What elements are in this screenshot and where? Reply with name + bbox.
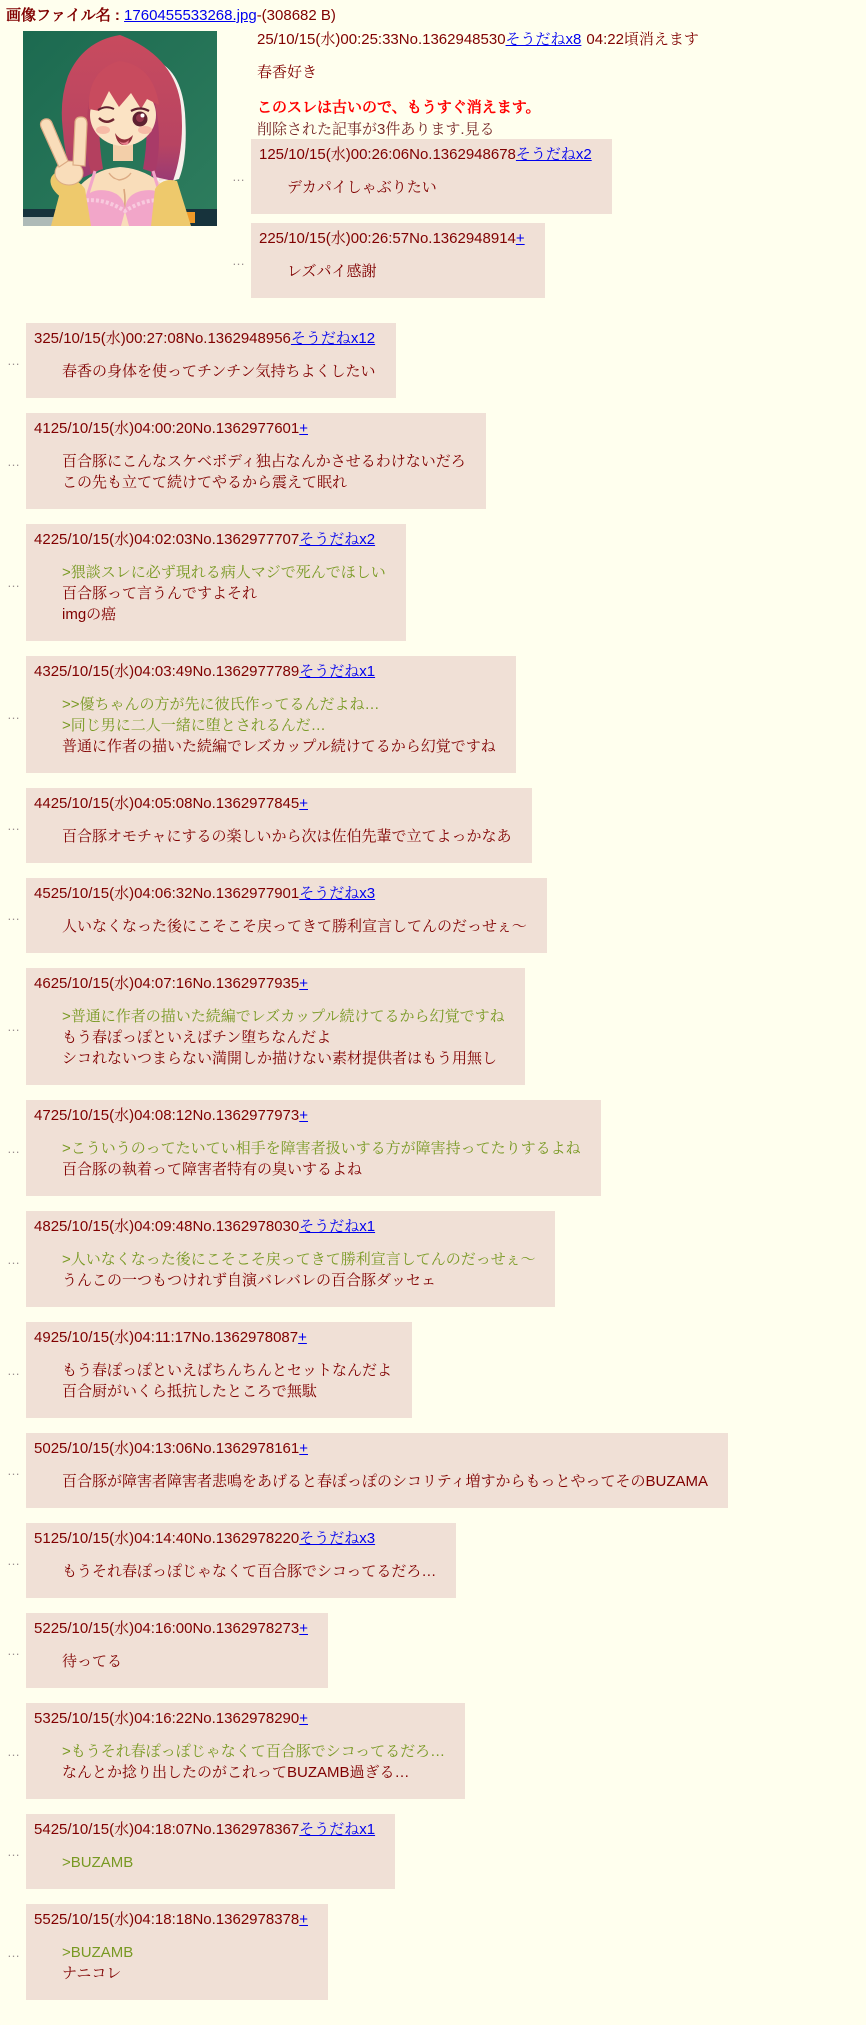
op-expire-time: 04:22頃消えます xyxy=(586,31,699,48)
reply-body xyxy=(62,1942,308,1984)
reply-number: 45 xyxy=(34,885,51,902)
reply-body xyxy=(62,1006,505,1069)
reply-box xyxy=(26,524,406,641)
reply-body xyxy=(287,261,525,282)
reply-no: No.1362977973 xyxy=(192,1107,300,1124)
reply-line: 普通に作者の描いた続編でレズカップル続けてるから幻覚ですね xyxy=(62,738,496,755)
reply-box xyxy=(26,878,547,953)
reply-body xyxy=(62,916,527,937)
reply-date: 25/10/15(水)00:26:06 xyxy=(267,146,410,163)
reply-post xyxy=(232,139,860,214)
reply-body xyxy=(62,1249,535,1291)
reply-number: 50 xyxy=(34,1440,51,1457)
reply-line: もう春ぽっぽといえばちんちんとセットなんだよ xyxy=(62,1362,393,1379)
post-menu-dots[interactable]: … xyxy=(7,453,21,469)
op-date: 25/10/15(水)00:25:33 xyxy=(257,31,399,48)
reply-line: 待ってる xyxy=(62,1653,123,1670)
reply-list xyxy=(7,323,860,2000)
reply-no: No.1362977901 xyxy=(192,885,300,902)
file-name-link[interactable]: 1760455533268.jpg xyxy=(124,7,257,24)
reply-no: No.1362948914 xyxy=(409,230,516,247)
reply-date: 25/10/15(水)04:14:40 xyxy=(50,1530,193,1547)
thread-image[interactable] xyxy=(23,31,217,226)
reply-body xyxy=(62,1852,375,1873)
reply-line: 百合豚にこんなスケベボディ独占なんかさせるわけないだろ xyxy=(62,453,466,470)
reply-line: なんとか捻り出したのがこれってBUZAMB過ぎる… xyxy=(62,1764,410,1781)
file-size: -(308682 B) xyxy=(256,7,336,24)
reply-number: 47 xyxy=(34,1107,51,1124)
reply-post xyxy=(7,656,860,773)
reply-body xyxy=(62,826,512,847)
sodane-link[interactable]: + xyxy=(299,1440,308,1457)
reply-post xyxy=(7,413,860,509)
sodane-link[interactable]: + xyxy=(515,230,525,247)
reply-no: No.1362978030 xyxy=(192,1218,300,1235)
sodane-link[interactable]: + xyxy=(298,1329,307,1346)
op-header xyxy=(232,29,860,50)
reply-box xyxy=(26,656,516,773)
reply-line: >普通に作者の描いた続編でレズカップル続けてるから幻覚ですね xyxy=(62,1008,505,1025)
reply-line: >>優ちゃんの方が先に彼氏作ってるんだよね… xyxy=(62,696,380,713)
post-menu-dots[interactable]: … xyxy=(7,1463,21,1478)
reply-number: 46 xyxy=(34,975,51,992)
reply-line: 百合厨がいくら抵抗したところで無駄 xyxy=(62,1383,317,1400)
reply-no: No.1362978273 xyxy=(192,1620,300,1637)
reply-number: 55 xyxy=(34,1911,51,1928)
reply-number: 41 xyxy=(34,420,51,437)
reply-no: No.1362978378 xyxy=(192,1911,300,1928)
deleted-posts-notice xyxy=(232,120,860,139)
reply-date: 25/10/15(水)04:08:12 xyxy=(50,1107,193,1124)
reply-line: もう春ぽっぽといえばチン堕ちなんだよ xyxy=(62,1029,332,1046)
reply-body xyxy=(62,1138,581,1180)
reply-no: No.1362948678 xyxy=(409,146,516,163)
reply-date: 25/10/15(水)04:11:17 xyxy=(50,1329,192,1346)
reply-line: シコれないつまらない満開しか描けない素材提供者はもう用無し xyxy=(62,1050,498,1067)
reply-post xyxy=(7,1100,860,1196)
reply-line: 百合豚の執着って障害者特有の臭いするよね xyxy=(62,1161,363,1178)
reply-line: imgの癌 xyxy=(62,606,117,623)
reply-date: 25/10/15(水)04:13:06 xyxy=(50,1440,193,1457)
reply-line: うんこの一つもつけれず自演バレバレの百合豚ダッセェ xyxy=(62,1272,436,1289)
sodane-link[interactable]: + xyxy=(299,1710,308,1727)
reply-line: >同じ男に二人一緒に堕とされるんだ… xyxy=(62,717,326,734)
reply-post xyxy=(7,1904,860,2000)
reply-line: 人いなくなった後にこそこそ戻ってきて勝利宣言してんのだっせぇ～ xyxy=(62,918,527,935)
reply-no: No.1362977845 xyxy=(192,795,300,812)
reply-box xyxy=(26,1814,395,1889)
post-menu-dots[interactable]: … xyxy=(7,1844,21,1859)
file-label: 画像ファイル名 : xyxy=(6,7,120,24)
reply-date: 25/10/15(水)04:00:20 xyxy=(50,420,193,437)
reply-line: ナニコレ xyxy=(62,1965,122,1982)
reply-line: この先も立てて続けてやるから震えて眠れ xyxy=(62,474,348,491)
post-menu-dots[interactable]: … xyxy=(7,1643,21,1658)
deleted-posts-text: 削除された記事が3件あります. xyxy=(257,121,465,138)
reply-date: 25/10/15(水)04:03:49 xyxy=(50,663,193,680)
reply-body xyxy=(62,1471,708,1492)
reply-box xyxy=(26,1904,328,2000)
reply-body xyxy=(62,1651,308,1672)
sodane-link[interactable]: + xyxy=(299,1107,308,1124)
reply-date: 25/10/15(水)04:06:32 xyxy=(50,885,193,902)
reply-date: 25/10/15(水)04:18:07 xyxy=(50,1821,193,1838)
reply-no: No.1362977707 xyxy=(192,531,300,548)
reply-line: >もうそれ春ぽっぽじゃなくて百合豚でシコってるだろ… xyxy=(62,1743,446,1760)
reply-post xyxy=(7,1322,860,1418)
op-post xyxy=(4,28,860,307)
reply-box xyxy=(251,139,612,214)
post-menu-dots[interactable]: … xyxy=(7,1251,21,1267)
reply-number: 3 xyxy=(34,330,43,347)
reply-box xyxy=(26,1211,555,1307)
reply-post xyxy=(232,223,860,298)
sodane-link[interactable]: そうだねx1 xyxy=(299,1821,376,1838)
reply-box xyxy=(26,1322,412,1418)
sodane-link[interactable]: + xyxy=(299,1911,308,1928)
reply-post xyxy=(7,1211,860,1307)
reply-no: No.1362977601 xyxy=(192,420,300,437)
reply-line: >BUZAMB xyxy=(62,1854,134,1871)
reply-line: 百合豚が障害者障害者悲鳴をあげると春ぽっぽのシコリティ増すからもっとやってそのBUZAMA xyxy=(62,1473,709,1490)
reply-no: No.1362978087 xyxy=(191,1329,299,1346)
reply-box xyxy=(26,1433,728,1508)
reply-box xyxy=(26,1703,465,1799)
reply-body xyxy=(287,177,592,198)
post-menu-dots[interactable]: … xyxy=(7,818,21,833)
sodane-link[interactable]: そうだねx2 xyxy=(515,146,592,163)
reply-body xyxy=(62,562,386,625)
reply-no: No.1362978290 xyxy=(192,1710,300,1727)
reply-post xyxy=(7,878,860,953)
reply-line: >こういうのってたいてい相手を障害者扱いする方が障害持ってたりするよね xyxy=(62,1140,581,1157)
post-menu-dots[interactable]: … xyxy=(7,1362,21,1378)
sodane-link[interactable]: + xyxy=(299,1620,308,1637)
reply-no: No.1362977789 xyxy=(192,663,300,680)
reply-number: 49 xyxy=(34,1329,51,1346)
reply-no: No.1362978220 xyxy=(192,1530,300,1547)
reply-date: 25/10/15(水)04:09:48 xyxy=(50,1218,193,1235)
sodane-link[interactable]: そうだねx1 xyxy=(299,1218,376,1235)
reply-line: >人いなくなった後にこそこそ戻ってきて勝利宣言してんのだっせぇ～ xyxy=(62,1251,536,1268)
reply-date: 25/10/15(水)04:05:08 xyxy=(50,795,193,812)
sodane-link[interactable]: + xyxy=(299,420,308,437)
reply-post xyxy=(7,1814,860,1889)
reply-number: 43 xyxy=(34,663,51,680)
post-menu-dots[interactable]: … xyxy=(7,1944,21,1960)
reply-body xyxy=(62,361,376,382)
reply-line: 百合豚って言うんですよそれ xyxy=(62,585,258,602)
deleted-posts-view-link[interactable]: 見る xyxy=(464,121,495,138)
reply-line: もうそれ春ぽっぽじゃなくて百合豚でシコってるだろ… xyxy=(62,1563,437,1580)
reply-line: レズパイ感謝 xyxy=(287,263,377,280)
post-menu-dots[interactable]: … xyxy=(7,908,21,923)
reply-number: 51 xyxy=(34,1530,51,1547)
reply-box xyxy=(26,413,486,509)
reply-no: No.1362977935 xyxy=(192,975,300,992)
reply-body xyxy=(62,1741,445,1783)
post-menu-dots[interactable]: … xyxy=(7,1140,21,1156)
reply-box xyxy=(26,1613,328,1688)
reply-no: No.1362978367 xyxy=(192,1821,300,1838)
thread-expire-warning: このスレは古いので、もうすぐ消えます。 xyxy=(257,99,541,116)
reply-box xyxy=(26,323,396,398)
reply-post xyxy=(7,323,860,398)
reply-number: 54 xyxy=(34,1821,51,1838)
reply-number: 53 xyxy=(34,1710,51,1727)
reply-date: 25/10/15(水)04:16:22 xyxy=(50,1710,193,1727)
reply-body xyxy=(62,1360,392,1402)
op-body: 春香好き xyxy=(257,64,318,81)
reply-date: 25/10/15(水)04:18:18 xyxy=(50,1911,193,1928)
op-sodane-link[interactable]: そうだねx8 xyxy=(505,31,582,48)
sodane-link[interactable]: そうだねx3 xyxy=(299,1530,376,1547)
post-menu-dots[interactable]: … xyxy=(232,253,246,268)
post-menu-dots[interactable]: … xyxy=(7,353,21,368)
reply-box xyxy=(26,968,525,1085)
post-menu-dots[interactable]: … xyxy=(7,1743,21,1759)
reply-box xyxy=(26,1100,601,1196)
reply-date: 25/10/15(水)04:16:00 xyxy=(50,1620,193,1637)
reply-box xyxy=(251,223,545,298)
reply-post xyxy=(7,1613,860,1688)
reply-number: 1 xyxy=(259,146,268,163)
reply-post xyxy=(7,1703,860,1799)
post-menu-dots[interactable]: … xyxy=(7,1553,21,1568)
reply-post xyxy=(7,968,860,1085)
sodane-link[interactable]: そうだねx2 xyxy=(299,531,376,548)
sodane-link[interactable]: そうだねx3 xyxy=(299,885,376,902)
reply-date: 25/10/15(水)04:07:16 xyxy=(50,975,193,992)
reply-box xyxy=(26,1523,456,1598)
reply-post xyxy=(7,1523,860,1598)
op-no: No.1362948530 xyxy=(398,31,506,48)
reply-post xyxy=(7,1433,860,1508)
reply-date: 25/10/15(水)04:02:03 xyxy=(50,531,193,548)
reply-number: 42 xyxy=(34,531,51,548)
reply-line: >猥談スレに必ず現れる病人マジで死んでほしい xyxy=(62,564,386,581)
reply-box xyxy=(26,788,532,863)
reply-number: 52 xyxy=(34,1620,51,1637)
reply-body xyxy=(62,1561,436,1582)
reply-number: 48 xyxy=(34,1218,51,1235)
post-menu-dots[interactable]: … xyxy=(7,575,21,590)
reply-line: 春香の身体を使ってチンチン気持ちよくしたい xyxy=(62,363,376,380)
reply-number: 2 xyxy=(259,230,268,247)
reply-number: 44 xyxy=(34,795,51,812)
reply-line: 百合豚オモチャにするの楽しいから次は佐伯先輩で立てよっかなあ xyxy=(62,828,512,845)
reply-date: 25/10/15(水)00:27:08 xyxy=(42,330,185,347)
reply-post xyxy=(7,524,860,641)
sodane-link[interactable]: そうだねx12 xyxy=(290,330,376,347)
op-column xyxy=(232,28,860,307)
reply-line: >BUZAMB xyxy=(62,1944,134,1961)
reply-date: 25/10/15(水)00:26:57 xyxy=(267,230,410,247)
sodane-link[interactable]: + xyxy=(299,975,308,992)
sodane-link[interactable]: + xyxy=(299,795,308,812)
sodane-link[interactable]: そうだねx1 xyxy=(299,663,376,680)
post-menu-dots[interactable]: … xyxy=(232,169,246,184)
reply-body xyxy=(62,694,496,757)
post-menu-dots[interactable]: … xyxy=(7,1019,21,1034)
reply-line: デカパイしゃぶりたい xyxy=(287,179,437,196)
reply-no: No.1362978161 xyxy=(192,1440,300,1457)
reply-no: No.1362948956 xyxy=(184,330,291,347)
reply-body xyxy=(62,451,466,493)
post-menu-dots[interactable]: … xyxy=(7,707,21,722)
reply-post xyxy=(7,788,860,863)
file-header xyxy=(6,6,860,25)
